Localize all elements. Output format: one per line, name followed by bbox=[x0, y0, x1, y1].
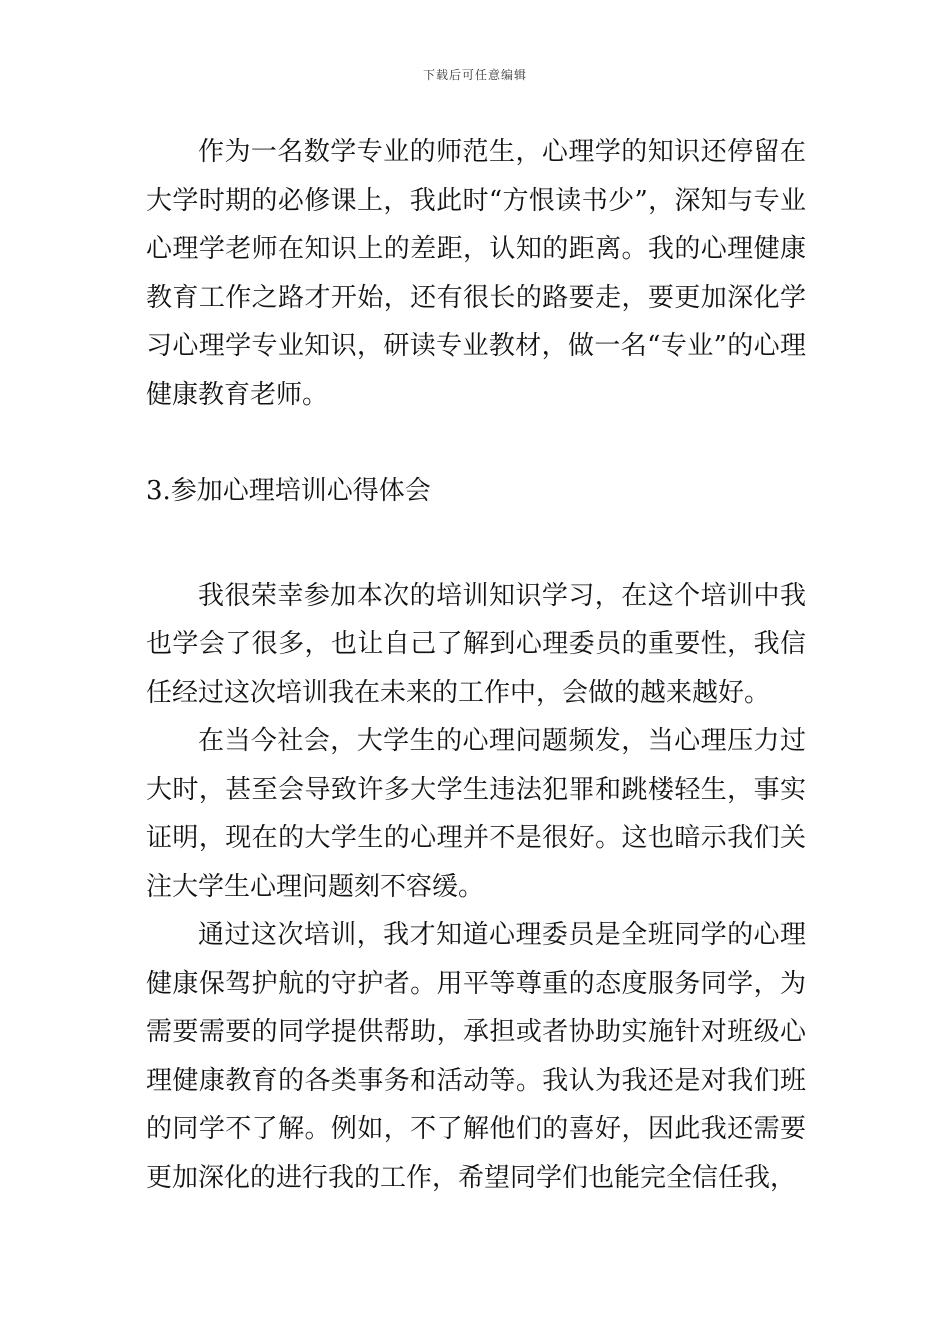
body-paragraph-1: 我很荣幸参加本次的培训知识学习，在这个培训中我也学会了很多，也让自己了解到心理委员的重要性，我信任经过这次培训我在未来的工作中，会做的越来越好。 bbox=[146, 580, 806, 708]
intro-paragraph: 作为一名数学专业的师范生，心理学的知识还停留在大学时期的必修课上，我此时“方恨读书少”，深知与专业心理学老师在知识上的差距，认知的距离。我的心理健康教育工作之路才开始，还有很长的路要走，要更加深化学习心理学专业知识，研读专业教材，做一名“专业”的心理健康教育老师。 bbox=[146, 137, 806, 410]
spacer bbox=[146, 419, 806, 467]
section-heading: 3.参加心理培训心得体会 bbox=[146, 476, 431, 506]
page-header-note: 下载后可任意编辑 bbox=[422, 68, 527, 82]
document-body bbox=[146, 128, 806, 1202]
body-paragraph-2: 在当今社会，大学生的心理问题频发，当心理压力过大时，甚至会导致许多大学生违法犯罪和跳楼轻生，事实证明，现在的大学生的心理并不是很好。这也暗示我们关注大学生心理问题刻不容缓。 bbox=[146, 726, 806, 902]
spacer bbox=[146, 516, 806, 572]
body-paragraph-3: 通过这次培训，我才知道心理委员是全班同学的心理健康保驾护航的守护者。用平等尊重的态度服务同学，为需要需要的同学提供帮助，承担或者协助实施针对班级心理健康教育的各类事务和活动等。我认为我还是对我们班的同学不了解。例如，不了解他们的喜好，因此我还需要更加深化的进行我的工作，希望同学们也能完全信任我， bbox=[146, 920, 806, 1193]
